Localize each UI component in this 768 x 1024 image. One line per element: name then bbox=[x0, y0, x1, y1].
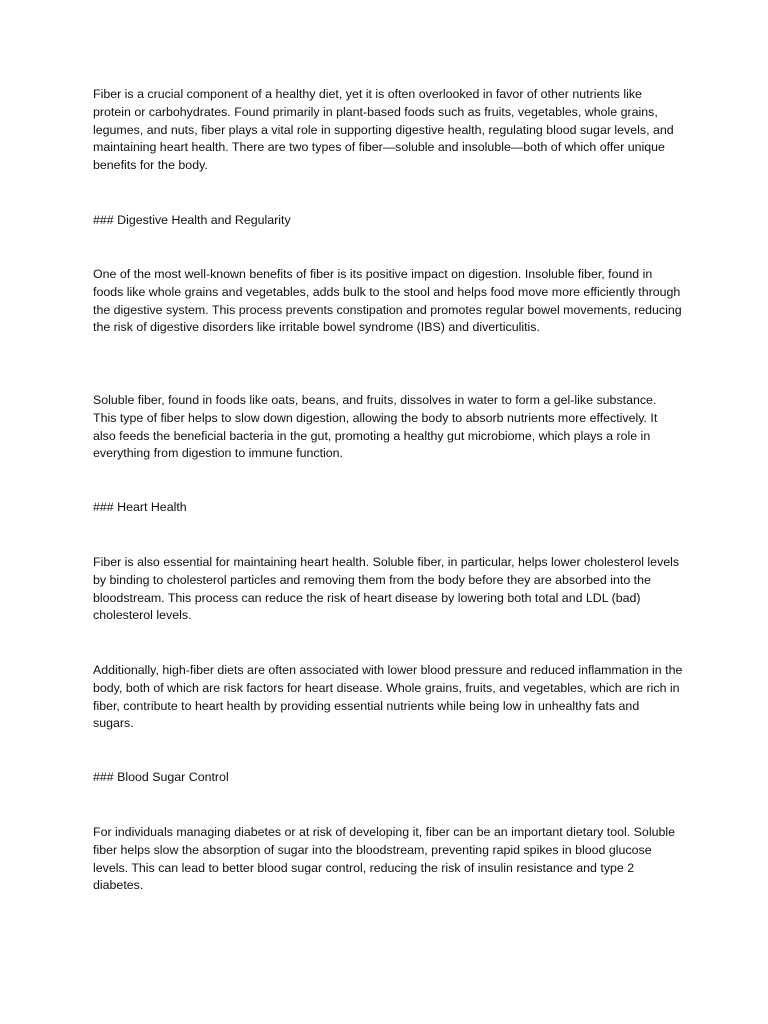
intro-paragraph: Fiber is a crucial component of a healthy diet, yet it is often overlooked in favor of other nutrients like protein or carbohydrates. Found primarily in plant-based foods such as fruits, vegetables, whole grains, legumes, and nuts, fiber plays a vital role in supporting digestive health, regulating blood sugar levels, and maintaining heart health. There are two types of fiber—soluble and insoluble—both of which offer unique benefits for the body. bbox=[93, 87, 674, 173]
paragraph-cholesterol: Fiber is also essential for maintaining heart health. Soluble fiber, in particular, helps lower cholesterol levels by binding to cholesterol particles and removing them from the body before they are absorbed into the bloodstream. This process can reduce the risk of heart disease by lowering both total and LDL (bad) cholesterol levels. bbox=[93, 555, 680, 623]
paragraph-insoluble-fiber: One of the most well-known benefits of fiber is its positive impact on digestion. Insoluble fiber, found in foods like whole grains and vegetables, adds bulk to the stool and helps food move more efficiently through the digestive system. This process prevents constipation and promotes regular bowel movements, reducing the risk of digestive disorders like irritable bowel syndrome (IBS) and diverticulitis. bbox=[93, 267, 682, 335]
section-heading-digestive-health: ### Digestive Health and Regularity bbox=[93, 213, 291, 227]
paragraph-soluble-fiber: Soluble fiber, found in foods like oats, beans, and fruits, dissolves in water to form a gel-like substance. This type of fiber helps to slow down digestion, allowing the body to absorb nutrients more effectively. It also feeds the beneficial bacteria in the gut, promoting a healthy gut microbiome, which plays a role in everything from digestion to immune function. bbox=[93, 393, 658, 461]
section-heading-blood-sugar: ### Blood Sugar Control bbox=[93, 770, 229, 784]
section-heading-heart-health: ### Heart Health bbox=[93, 500, 187, 514]
paragraph-blood-pressure: Additionally, high-fiber diets are often associated with lower blood pressure and reduced inflammation in the body, both of which are risk factors for heart disease. Whole grains, fruits, and vegetables, which are rich in fiber, contribute to heart health by providing essential nutrients while being low in unhealthy fats and sugars. bbox=[93, 663, 683, 731]
paragraph-diabetes: For individuals managing diabetes or at risk of developing it, fiber can be an important dietary tool. Soluble fiber helps slow the absorption of sugar into the bloodstream, preventing rapid spikes in blood glucose levels. This can lead to better blood sugar control, reducing the risk of insulin resistance and type 2 diabetes. bbox=[93, 825, 676, 893]
